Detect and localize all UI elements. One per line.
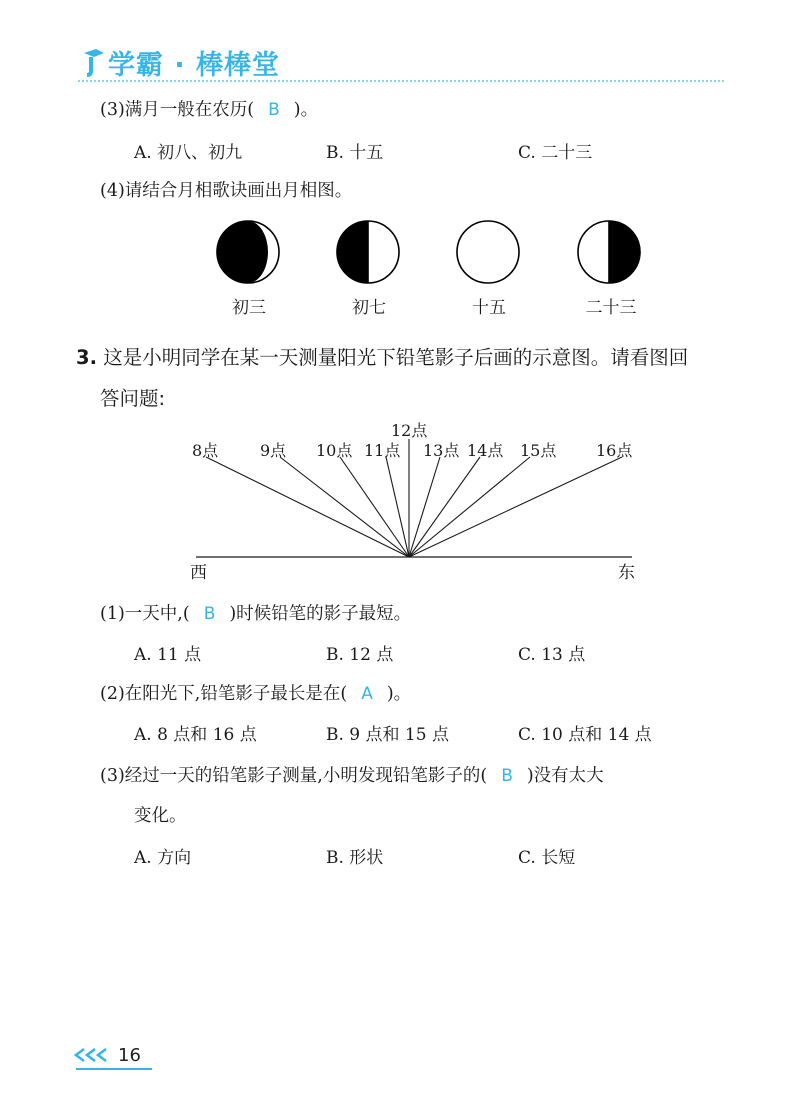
q3-sub2-suffix: )。 <box>386 684 412 704</box>
q3-sub2-option-a: A. 8 点和 16 点 <box>134 725 257 745</box>
q3-text-line2: 答问题: <box>100 387 166 410</box>
graduation-cap-icon <box>82 47 106 77</box>
hour-label-10: 10点 <box>316 441 353 460</box>
q3-sub1-option-a: A. 11 点 <box>134 645 202 665</box>
q3-sub3-prefix: (3)经过一天的铅笔影子测量,小明发现铅笔影子的( <box>100 766 488 786</box>
shadow-line-16 <box>409 457 622 557</box>
q3-sub3-answer: B <box>501 766 513 786</box>
q3-title-line1 <box>76 342 688 370</box>
brand-header <box>82 42 280 82</box>
q3-sub2-prefix: (2)在阳光下,铅笔影子最长是在( <box>100 684 348 704</box>
hour-label-12: 12点 <box>391 421 428 440</box>
footer-underline <box>76 1068 152 1070</box>
shadow-line-8 <box>206 457 409 557</box>
hour-label-13: 13点 <box>423 441 460 460</box>
q3-sub1-answer: B <box>203 604 216 624</box>
q3-sub1-suffix: )时候铅笔的影子最短。 <box>229 604 412 624</box>
q2-sub3-option-a: A. 初八、初九 <box>134 143 243 163</box>
header-divider <box>78 80 724 82</box>
q3-sub2-option-b: B. 9 点和 15 点 <box>326 725 449 745</box>
q2-sub4: (4)请结合月相歌诀画出月相图。 <box>100 181 353 201</box>
q3-sub3-line2: 变化。 <box>134 806 187 826</box>
hour-label-11: 11点 <box>364 441 401 460</box>
brand-title: 学霸 · 棒棒堂 <box>108 49 281 81</box>
q3-sub3 <box>100 762 604 787</box>
page-number: 16 <box>118 1045 141 1066</box>
shadow-line-10 <box>340 457 409 557</box>
q3-sub1-option-c: C. 13 点 <box>518 645 586 665</box>
chevron-left-icon <box>72 1046 114 1064</box>
q2-sub3-suffix: )。 <box>293 100 319 120</box>
moon-phase-3 <box>457 221 519 283</box>
hour-label-16: 16点 <box>596 441 633 460</box>
west-label: 西 <box>190 563 207 583</box>
shadow-diagram <box>180 415 650 585</box>
q3-sub1-prefix: (1)一天中,( <box>100 604 190 624</box>
q3-sub2-answer: A <box>361 684 373 704</box>
q3-sub1-option-b: B. 12 点 <box>326 645 394 665</box>
hour-label-14: 14点 <box>467 441 504 460</box>
east-label: 东 <box>618 563 635 583</box>
hour-label-9: 9点 <box>260 441 287 460</box>
shadow-line-13 <box>409 457 440 557</box>
q2-sub3-option-b: B. 十五 <box>326 143 384 163</box>
q3-sub3-suffix: )没有太大 <box>526 766 604 786</box>
q2-sub3-prefix: (3)满月一般在农历( <box>100 100 255 120</box>
hour-label-8: 8点 <box>192 441 219 460</box>
moon-phase-4 <box>578 221 640 283</box>
q3-text-line1: 这是小明同学在某一天测量阳光下铅笔影子后画的示意图。请看图回 <box>103 346 689 369</box>
q3-sub2 <box>100 680 411 705</box>
q3-sub2-option-c: C. 10 点和 14 点 <box>518 725 652 745</box>
hour-label-15: 15点 <box>520 441 557 460</box>
q2-sub3-option-c: C. 二十三 <box>518 143 593 163</box>
q3-sub3-option-b: B. 形状 <box>326 848 384 868</box>
q3-sub3-option-a: A. 方向 <box>134 848 192 868</box>
moon-label-2: 初七 <box>352 298 386 318</box>
q2-sub3 <box>100 96 318 121</box>
moon-phase-drawings <box>210 216 650 291</box>
q3-sub1 <box>100 600 411 625</box>
moon-phase-1 <box>217 221 279 283</box>
moon-label-1: 初三 <box>232 298 266 318</box>
q3-sub3-option-c: C. 长短 <box>518 848 576 868</box>
q2-sub3-answer: B <box>268 100 280 120</box>
moon-label-3: 十五 <box>472 298 506 318</box>
moon-label-4: 二十三 <box>585 298 637 318</box>
q3-number: 3. <box>76 346 97 369</box>
moon-phase-2 <box>337 221 399 283</box>
